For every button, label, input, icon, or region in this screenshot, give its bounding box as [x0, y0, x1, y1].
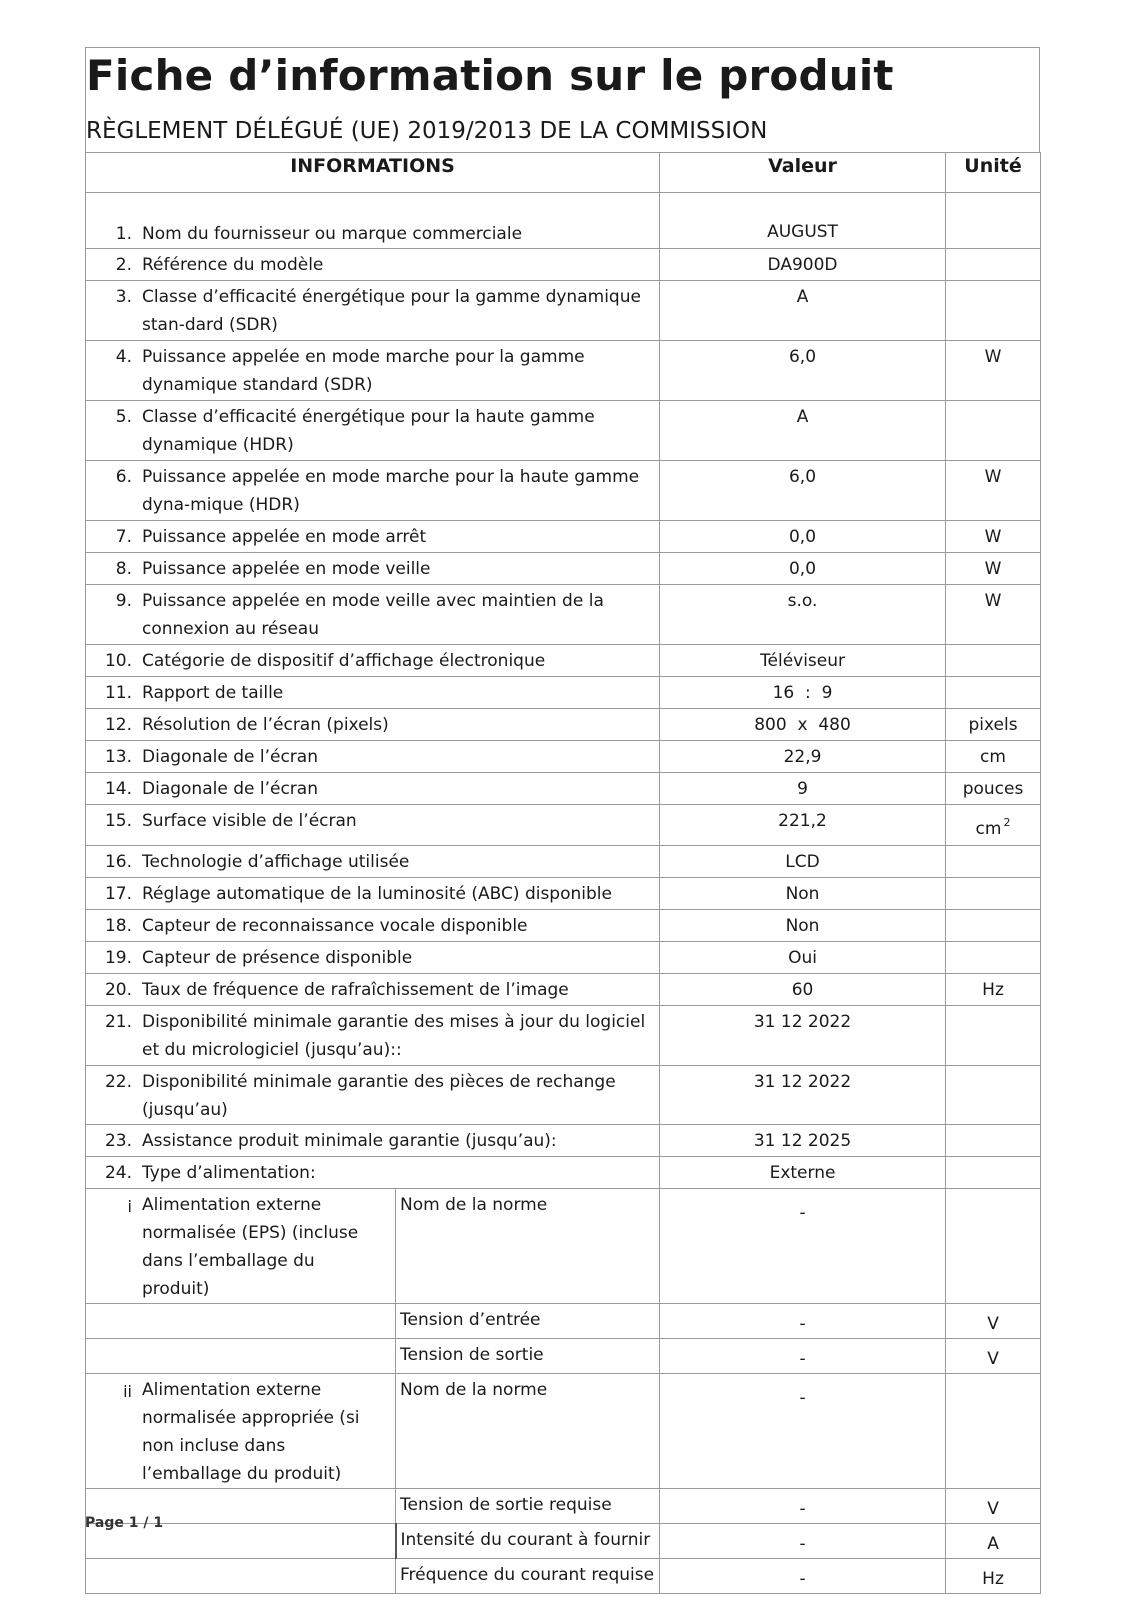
- eps-item-unit: Hz: [946, 1559, 1041, 1594]
- row-unit: [946, 1006, 1041, 1066]
- row-value: 0,0: [660, 521, 946, 553]
- table-row: [86, 521, 1041, 553]
- row-info-cell: [86, 553, 660, 585]
- row-info-cell: [86, 585, 660, 645]
- row-label: Capteur de présence disponible: [142, 948, 413, 968]
- row-info-cell: [86, 805, 660, 846]
- row-value: LCD: [660, 846, 946, 878]
- eps-item-value: -: [660, 1489, 946, 1524]
- row-number: 9.: [115, 591, 132, 611]
- row-unit: [946, 805, 1041, 846]
- row-unit: [946, 645, 1041, 677]
- row-value: A: [660, 281, 946, 341]
- eps-ii-row: [86, 1559, 1041, 1594]
- table-row: [86, 1006, 1041, 1066]
- header-informations: INFORMATIONS: [86, 153, 660, 193]
- row-unit: W: [946, 341, 1041, 401]
- row-info-cell: [86, 249, 660, 281]
- table-row: [86, 553, 1041, 585]
- row-label: Puissance appelée en mode veille avec maintien de la connexion au réseau: [142, 591, 604, 639]
- row-info-cell: [86, 645, 660, 677]
- row-label: Disponibilité minimale garantie des pièces de rechange (jusqu’au): [142, 1072, 616, 1120]
- eps-description-cell: [86, 1189, 396, 1304]
- row-number: 14.: [104, 779, 132, 799]
- eps-description: Alimentation externe normalisée appropriée (si non incluse dans l’emballage du produit): [142, 1380, 360, 1484]
- row-value: 60: [660, 974, 946, 1006]
- row-unit: [946, 942, 1041, 974]
- row-info-cell: [86, 1006, 660, 1066]
- row-number: 4.: [115, 347, 132, 367]
- row-info-cell: [86, 521, 660, 553]
- row-value: DA900D: [660, 249, 946, 281]
- header-valeur: Valeur: [660, 153, 946, 193]
- table-row: [86, 1066, 1041, 1125]
- table-row: [86, 461, 1041, 521]
- row-info-cell: [86, 401, 660, 461]
- table-row: [86, 341, 1041, 401]
- row-info-cell: [86, 974, 660, 1006]
- table-row: [86, 677, 1041, 709]
- empty-cell: [86, 1339, 396, 1374]
- eps-i-row: [86, 1304, 1041, 1339]
- eps-item-unit: V: [946, 1339, 1041, 1374]
- eps-item-value: -: [660, 1374, 946, 1489]
- row-number: 13.: [104, 747, 132, 767]
- row-info-cell: [86, 193, 660, 249]
- row-label: Référence du modèle: [142, 255, 324, 275]
- row-unit: [946, 677, 1041, 709]
- eps-i-row: [86, 1339, 1041, 1374]
- row-label: Résolution de l’écran (pixels): [142, 715, 389, 735]
- row-unit: [946, 249, 1041, 281]
- row-number: 6.: [115, 467, 132, 487]
- row-number: 22.: [104, 1072, 132, 1092]
- row-value: 800 x 480: [660, 709, 946, 741]
- row-label: Puissance appelée en mode marche pour la gamme dynamique standard (SDR): [142, 347, 585, 395]
- row-value: 31 12 2025: [660, 1125, 946, 1157]
- table-row: [86, 878, 1041, 910]
- row-unit: [946, 1157, 1041, 1189]
- eps-item-label: Nom de la norme: [396, 1189, 660, 1304]
- row-number: 21.: [104, 1012, 132, 1032]
- row-label: Catégorie de dispositif d’affichage électronique: [142, 651, 546, 671]
- row-label: Puissance appelée en mode marche pour la haute gamme dyna-mique (HDR): [142, 467, 640, 515]
- sheet-header: [85, 47, 1040, 152]
- row-number: 19.: [104, 948, 132, 968]
- row-number: 2.: [115, 255, 132, 275]
- row-label: Diagonale de l’écran: [142, 779, 318, 799]
- eps-item-unit: A: [946, 1524, 1041, 1559]
- row-info-cell: [86, 677, 660, 709]
- row-number: 24.: [104, 1163, 132, 1183]
- header-unite: Unité: [946, 153, 1041, 193]
- table-row: [86, 741, 1041, 773]
- eps-item-label: Tension de sortie requise: [396, 1489, 660, 1524]
- eps-item-value: -: [660, 1559, 946, 1594]
- row-number: 10.: [104, 651, 132, 671]
- roman-numeral: ii: [123, 1382, 132, 1401]
- row-label: Capteur de reconnaissance vocale disponible: [142, 916, 528, 936]
- product-information-sheet: [85, 47, 1040, 1594]
- table-row: [86, 910, 1041, 942]
- row-label: Taux de fréquence de rafraîchissement de l’image: [142, 980, 569, 1000]
- page-footer: Page 1 / 1: [85, 1515, 164, 1531]
- eps-item-label: Fréquence du courant requise: [396, 1559, 660, 1594]
- row-number: 3.: [115, 287, 132, 307]
- row-info-cell: [86, 878, 660, 910]
- row-info-cell: [86, 942, 660, 974]
- row-unit: cm: [946, 741, 1041, 773]
- eps-description: Alimentation externe normalisée (EPS) (incluse dans l’emballage du produit): [142, 1195, 359, 1299]
- row-info-cell: [86, 1066, 660, 1125]
- row-info-cell: [86, 741, 660, 773]
- row-unit: W: [946, 461, 1041, 521]
- row-value: 0,0: [660, 553, 946, 585]
- unit-text: cm: [975, 819, 1002, 839]
- eps-item-value: -: [660, 1524, 946, 1559]
- table-row: [86, 1125, 1041, 1157]
- row-label: Disponibilité minimale garantie des mises à jour du logiciel et du micrologiciel (jusqu’au)::: [142, 1012, 646, 1060]
- row-number: 20.: [104, 980, 132, 1000]
- row-unit: pouces: [946, 773, 1041, 805]
- table-row: [86, 773, 1041, 805]
- row-value: 22,9: [660, 741, 946, 773]
- row-info-cell: [86, 341, 660, 401]
- row-info-cell: [86, 773, 660, 805]
- eps-ii-row: [86, 1524, 1041, 1559]
- row-label: Puissance appelée en mode arrêt: [142, 527, 427, 547]
- row-value: Non: [660, 878, 946, 910]
- row-label: Nom du fournisseur ou marque commerciale: [142, 224, 523, 244]
- row-value: Non: [660, 910, 946, 942]
- eps-item-value: -: [660, 1189, 946, 1304]
- table-row: [86, 846, 1041, 878]
- eps-description-cell: [86, 1374, 396, 1489]
- row-info-cell: [86, 281, 660, 341]
- row-value: AUGUST: [660, 193, 946, 249]
- empty-cell: [86, 1559, 396, 1594]
- eps-ii-row: [86, 1374, 1041, 1489]
- table-row: [86, 281, 1041, 341]
- row-label: Classe d’efficacité énergétique pour la haute gamme dynamique (HDR): [142, 407, 595, 455]
- row-info-cell: [86, 910, 660, 942]
- row-number: 8.: [115, 559, 132, 579]
- row-label: Puissance appelée en mode veille: [142, 559, 431, 579]
- row-info-cell: [86, 709, 660, 741]
- row-info-cell: [86, 1157, 660, 1189]
- table-row: [86, 974, 1041, 1006]
- row-number: 1.: [115, 224, 132, 244]
- row-unit: [946, 878, 1041, 910]
- eps-item-unit: [946, 1374, 1041, 1489]
- row-label: Rapport de taille: [142, 683, 284, 703]
- row-unit: [946, 846, 1041, 878]
- eps-item-label: Intensité du courant à fournir: [396, 1524, 660, 1559]
- table-row: [86, 942, 1041, 974]
- row-unit: [946, 401, 1041, 461]
- table-row: [86, 805, 1041, 846]
- empty-cell: [86, 1304, 396, 1339]
- row-label: Assistance produit minimale garantie (jusqu’au):: [142, 1131, 557, 1151]
- row-label: Classe d’efficacité énergétique pour la gamme dynamique stan-dard (SDR): [142, 287, 641, 335]
- eps-item-label: Tension d’entrée: [396, 1304, 660, 1339]
- row-info-cell: [86, 1125, 660, 1157]
- page-title: Fiche d’information sur le produit: [86, 51, 894, 100]
- row-number: 12.: [104, 715, 132, 735]
- eps-ii-row: [86, 1489, 1041, 1524]
- row-unit: [946, 1066, 1041, 1125]
- row-value: Oui: [660, 942, 946, 974]
- table-row: [86, 585, 1041, 645]
- row-label: Réglage automatique de la luminosité (ABC) disponible: [142, 884, 612, 904]
- row-value: 16 : 9: [660, 677, 946, 709]
- row-info-cell: [86, 461, 660, 521]
- row-unit: W: [946, 553, 1041, 585]
- row-number: 11.: [104, 683, 132, 703]
- table-row: [86, 249, 1041, 281]
- table-row: [86, 709, 1041, 741]
- eps-item-unit: V: [946, 1304, 1041, 1339]
- row-value: Externe: [660, 1157, 946, 1189]
- row-label: Diagonale de l’écran: [142, 747, 318, 767]
- roman-numeral: i: [127, 1197, 132, 1216]
- row-unit: [946, 281, 1041, 341]
- eps-item-label: Nom de la norme: [396, 1374, 660, 1489]
- row-value: 221,2: [660, 805, 946, 846]
- eps-i-row: [86, 1189, 1041, 1304]
- row-value: s.o.: [660, 585, 946, 645]
- table-row: [86, 645, 1041, 677]
- row-value: 31 12 2022: [660, 1066, 946, 1125]
- eps-item-unit: [946, 1189, 1041, 1304]
- row-value: 6,0: [660, 341, 946, 401]
- table-row: [86, 193, 1041, 249]
- eps-item-label: Tension de sortie: [396, 1339, 660, 1374]
- table-body: [86, 193, 1041, 1594]
- row-unit: [946, 910, 1041, 942]
- row-value: A: [660, 401, 946, 461]
- row-number: 18.: [104, 916, 132, 936]
- regulation-subtitle: RÈGLEMENT DÉLÉGUÉ (UE) 2019/2013 DE LA COMMISSION: [86, 118, 768, 144]
- row-unit: Hz: [946, 974, 1041, 1006]
- unit-superscript: 2: [1003, 816, 1011, 829]
- row-value: Téléviseur: [660, 645, 946, 677]
- row-value: 31 12 2022: [660, 1006, 946, 1066]
- eps-item-value: -: [660, 1304, 946, 1339]
- information-table: [85, 152, 1041, 1594]
- row-unit: [946, 1125, 1041, 1157]
- row-number: 15.: [104, 811, 132, 831]
- row-unit: [946, 193, 1041, 249]
- row-label: Technologie d’affichage utilisée: [142, 852, 410, 872]
- eps-item-unit: V: [946, 1489, 1041, 1524]
- row-unit: W: [946, 521, 1041, 553]
- row-unit: pixels: [946, 709, 1041, 741]
- table-row: [86, 401, 1041, 461]
- row-number: 17.: [104, 884, 132, 904]
- row-number: 23.: [104, 1131, 132, 1151]
- row-info-cell: [86, 846, 660, 878]
- eps-item-value: -: [660, 1339, 946, 1374]
- row-number: 16.: [104, 852, 132, 872]
- row-unit: W: [946, 585, 1041, 645]
- table-row: [86, 1157, 1041, 1189]
- row-number: 5.: [115, 407, 132, 427]
- row-label: Type d’alimentation:: [142, 1163, 316, 1183]
- table-header-row: [86, 153, 1041, 193]
- row-label: Surface visible de l’écran: [142, 811, 357, 831]
- row-value: 9: [660, 773, 946, 805]
- row-number: 7.: [115, 527, 132, 547]
- row-value: 6,0: [660, 461, 946, 521]
